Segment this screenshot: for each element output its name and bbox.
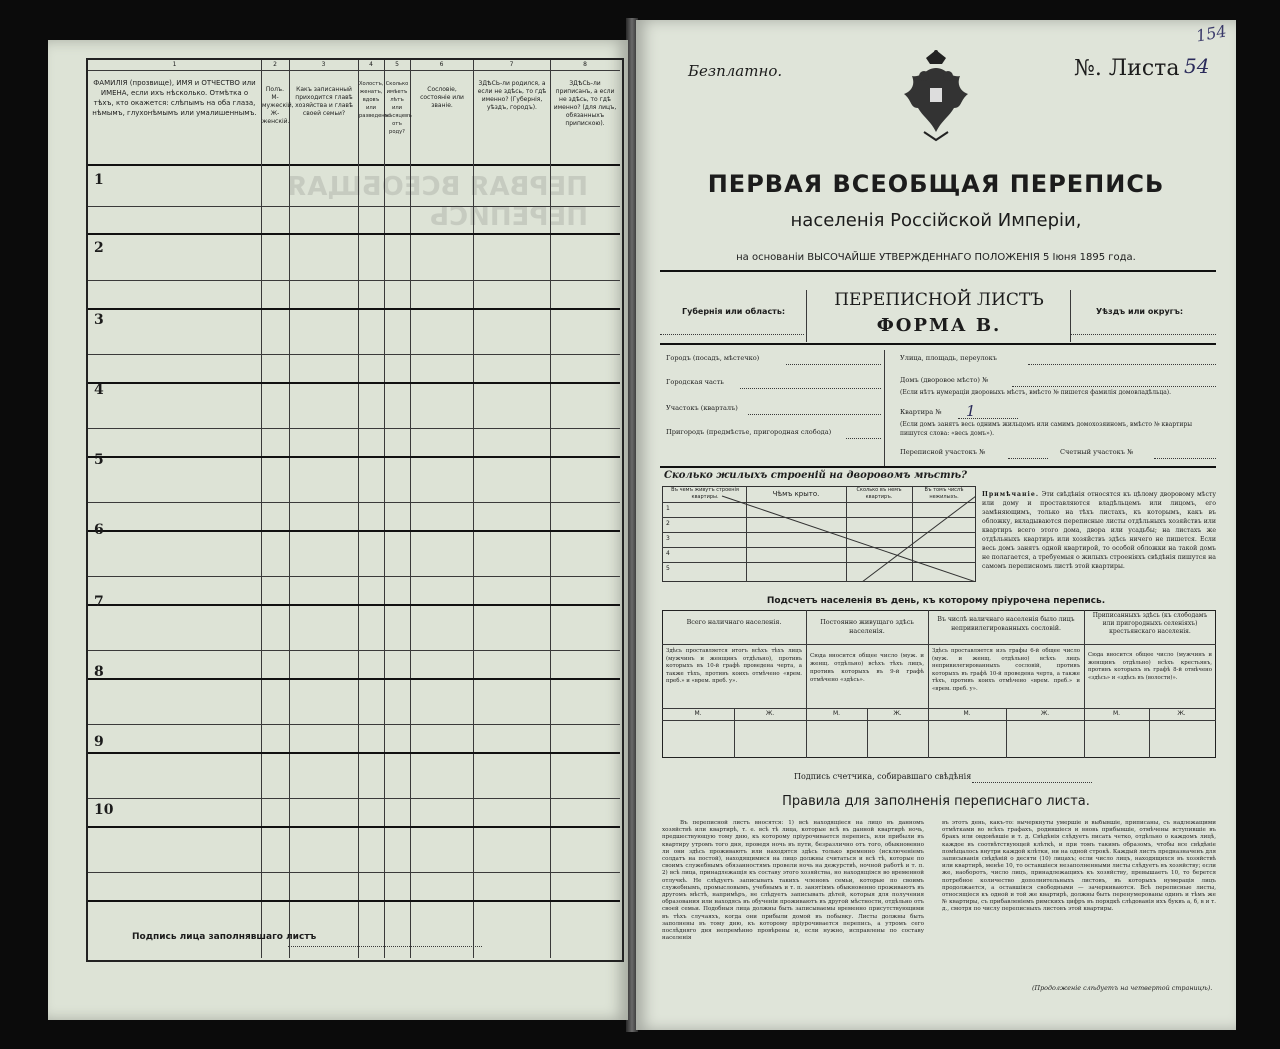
bleed-through: ПЕРВАЯ ВСЕОБЩАЯ ПЕРЕПИСЬ xyxy=(287,172,588,232)
col-number: 6 xyxy=(439,61,444,68)
tally-body-unprivileged: Здѣсь проставляется изъ графы 6-й общее число (муж. и женщ. отдѣльно) всѣхъ лицъ непривилегированныхъ сословій, противъ которыхъ въ графѣ 10-й проведена черта, а также тѣхъ, противъ коихъ отмѣчено «врем. преб.» и «врем. преб. у». xyxy=(932,648,1080,692)
col-number: 5 xyxy=(395,61,399,68)
header-marital: Холостъ, женатъ, вдовъ или разведенъ. xyxy=(359,81,390,119)
suburb-label: Пригородъ (предмѣстье, пригородная слобода) xyxy=(666,428,832,436)
tally-body-peasants: Сюда вносится общее число (мужчинъ и женщинъ отдѣльно) всѣхъ крестьянъ, противъ которыхъ въ графѣ 8-й отмѣчено «здѣсь» и «здѣсь въ (волости)». xyxy=(1088,652,1212,681)
enumerator-signature-label: Подпись счетчика, собиравшаго свѣдѣнія xyxy=(794,772,972,781)
sheet-number-label: №. Листа xyxy=(1074,56,1180,81)
bt-row-number: 4 xyxy=(666,550,670,557)
tally-m: М. xyxy=(832,710,841,717)
free-label: Безплатно. xyxy=(688,62,783,80)
header-estate: Сословіе, состояніе или званіе. xyxy=(420,86,464,109)
row-number: 1 xyxy=(94,172,104,188)
tally-body-total: Здѣсь проставляется итогъ всѣхъ тѣхъ лицъ (мужчинъ и женщинъ отдѣльно), противъ которыхъ въ 10-й графѣ проведена черта, а также тѣхъ, противъ коихъ отмѣчено «врем. преб.» и «врем. преб. у». xyxy=(666,648,802,685)
province-label: Губернія или область: xyxy=(682,307,786,316)
col-number: 3 xyxy=(321,61,326,68)
note-text: Эти свѣдѣнія относятся къ цѣлому дворовому мѣсту или дому и проставляются владѣльцемъ или лицомъ, его замѣняющимъ, только на тѣхъ листахъ, къ которымъ, какъ въ обложку, вкладываются переписные листы отдѣльныхъ хозяйствъ или квартиръ всего этого дома, двора или усадьбы; на листахъ же отдѣльныхъ квартиръ или хозяйствъ здѣсь ничего не пишется. Если весь домъ занятъ одной квартирой, то особой обложки на такой домъ не полагается, а требуемыя о жилыхъ строеніяхъ свѣдѣнія пишутся на самомъ переписномъ листѣ этой квартиры. xyxy=(982,491,1217,570)
census-area-label: Переписной участокъ № xyxy=(900,448,986,456)
col-number: 7 xyxy=(509,61,514,68)
header-relation: Какъ записанный приходится главѣ хозяйства и главѣ своей семьи? xyxy=(295,86,353,117)
apartment-value: 1 xyxy=(966,402,976,420)
house-label: Домъ (дворовое мѣсто) № xyxy=(900,376,989,384)
tally-header-total: Всего наличнаго населенія. xyxy=(686,618,782,626)
col-number: 2 xyxy=(273,61,277,68)
bt-header: Въ томъ числѣ нежилыхъ. xyxy=(924,487,964,500)
form-letter: ФОРМА В. xyxy=(876,315,1002,336)
house-note: (Если нѣтъ нумерацiи дворовыхъ мѣстъ, вмѣсто № пишется фамилія домовладѣльца). xyxy=(900,389,1172,396)
bt-header: Въ чемъ живутъ строенія квартиры. xyxy=(671,487,739,500)
tally-header-unprivileged: Въ числѣ наличнаго населенія было лицъ непривилегированныхъ сословій. xyxy=(937,616,1075,632)
census-basis: на основаніи ВЫСОЧАЙШЕ УТВЕРЖДЕННАГО ПОЛОЖЕНІЯ 5 Іюня 1895 года. xyxy=(736,252,1136,263)
row-number: 9 xyxy=(94,734,104,750)
rules-left-column: Въ переписной листъ вносятся: 1) всѣ находящiеся на лицо въ данномъ хозяйствѣ или квартирѣ, т. е. всѣ тѣ лица, которые всѣ въ данной квартирѣ ночь, предшествующую тому дню, къ которому пріурочивается перепись, или прибыли въ квартиру утромъ того дня, проведя ночь въ пути, безразлично отъ того, обыкновенно ли они здѣсь проживаютъ или находятся здѣсь только временно (исключеніемъ солдатъ на постой), находящимися на лицо должны считаться и всѣ тѣ, которые по своимъ служебнымъ обязанностямъ провели ночь на дежурствѣ, ночной работѣ и т. п. 2) всѣ лица, принадлежащія къ составу этого хозяйства, но находящіяся во временной отлучкѣ. Не слѣдуетъ записывать такихъ членовъ семьи, которые по своимъ служебнымъ, промысловымъ, учебнымъ и т. п. занятіямъ обыкновенно проживаютъ въ другомъ мѣстѣ, напримѣръ, не слѣдуетъ записывать дѣтей, которыя для получения образования или находясь въ обученіи проживаютъ въ другой мѣстности, отдѣльно отъ своей семьи. Подобныя лица должны быть записываемы временно присутствующими въ тѣхъ случаяхъ, когда они прибыли домой въ побывку. Листы должны быть заполнены въ тому дню, къ которому пріурочивается перепись, а утромъ сего послѣдняго дня непремѣнно провѣрены и, если нужно, исправлены по составу населенія xyxy=(662,820,924,942)
bt-row-number: 3 xyxy=(666,535,670,542)
tally-m: М. xyxy=(1112,710,1121,717)
signature-label: Подпись лица заполнявшаго листъ xyxy=(132,932,317,942)
row-number: 8 xyxy=(94,664,104,680)
street-label: Улица, площадь, переулокъ xyxy=(900,354,997,362)
town-label: Городъ (посадъ, мѣстечко) xyxy=(666,354,760,362)
tally-heading: Подсчетъ населенія въ день, къ которому пріурочена перепись. xyxy=(766,596,1106,606)
note-label: Примѣчаніе. xyxy=(982,491,1039,498)
rules-title: Правила для заполненія переписнаго листа. xyxy=(782,794,1090,809)
tally-header-permanent: Постоянно живущаго здѣсь населенія. xyxy=(820,618,914,636)
row-number: 6 xyxy=(94,522,104,538)
bt-row-number: 2 xyxy=(666,520,670,527)
tally-m: М. xyxy=(694,710,702,717)
coat-of-arms-icon xyxy=(902,48,970,142)
buildings-heading: Сколько жилыхъ строеній на дворовомъ мѣстѣ? xyxy=(664,470,967,481)
census-title: ПЕРВАЯ ВСЕОБЩАЯ ПЕРЕПИСЬ xyxy=(707,170,1165,198)
bt-row-number: 5 xyxy=(666,565,670,572)
form-title: ПЕРЕПИСНОЙ ЛИСТЪ xyxy=(834,290,1044,310)
continued-note: (Продолженіе слѣдуетъ на четвертой страницѣ). xyxy=(1032,984,1213,992)
sheet-number-value: 54 xyxy=(1184,54,1210,78)
corner-handwritten-number: 154 xyxy=(1194,21,1228,46)
tally-zh: Ж. xyxy=(893,710,902,717)
apartment-label: Квартира № xyxy=(900,408,942,416)
header-age: Сколько имѣетъ лѣтъ или мѣсяцевъ отъ роду? xyxy=(385,81,412,135)
col-number: 4 xyxy=(369,61,373,68)
tally-header-peasants: Приписанныхъ здѣсь (къ слободамъ или пригородныхъ селеніяхъ) крестьянскаго населенія. xyxy=(1092,612,1208,635)
row-number: 2 xyxy=(94,240,104,256)
bt-header: Чѣмъ крыто. xyxy=(772,490,820,498)
tally-zh: Ж. xyxy=(1177,710,1186,717)
apartment-note: (Если домъ занятъ весь однимъ жильцомъ или самимъ домохозяиномъ, вмѣсто № квартиры пишутся слова: «весь домъ»). xyxy=(900,421,1192,438)
row-number: 10 xyxy=(94,802,114,818)
row-number: 3 xyxy=(94,312,104,328)
tally-m: М. xyxy=(963,710,971,717)
census-subtitle: населенія Россійской Имперіи, xyxy=(790,210,1082,231)
bt-row-number: 1 xyxy=(666,505,670,512)
header-registration: ЗДѢСЬ-ли приписанъ, а если не здѣсь, то гдѣ именно? (для лицъ, обязанныхъ припискою). xyxy=(553,80,617,127)
row-number: 7 xyxy=(94,594,104,610)
header-name: ФАМИЛІЯ (прозвище), ИМЯ и ОТЧЕСТВО или ИМЕНА, если ихъ нѣсколько. Отмѣтка о тѣхъ, кто окажется: слѣпымъ на оба глаза, нѣмымъ, глухонѣмымъ или умалишеннымъ. xyxy=(92,79,257,117)
header-sex: Полъ. М-мужескій, Ж-женскій. xyxy=(262,86,294,125)
tally-zh: Ж. xyxy=(765,710,775,717)
left-page xyxy=(48,40,628,1020)
district-label: Уѣздъ или округъ: xyxy=(1096,307,1184,316)
row-number: 4 xyxy=(94,382,104,398)
right-page xyxy=(636,20,1236,1030)
bt-header: Сколько въ немъ квартиръ. xyxy=(856,487,902,500)
count-area-label: Счетный участокъ № xyxy=(1060,448,1134,456)
row-number: 5 xyxy=(94,452,104,468)
rules-right-column: въ этотъ день, какъ-то: вычеркнуты умершіе и выбывшіе, приписаны, съ надлежащими отмѣтками во всѣхъ графахъ, родившіеся и вновь прибывшіе, отмѣчены вступившіе въ бракъ или овдовѣвшіе и т. д. Свѣдѣнія слѣдуетъ писать четко, отдѣльно о каждомъ лицѣ, каждое въ соотвѣтствующей клѣткѣ, и при томъ такимъ образомъ, чтобы все свѣдѣніе помѣщалось внутри каждой клѣтки, ни на одной строкѣ. Каждый листъ предназначенъ для записыванія свѣдѣній о десяти (10) лицахъ; если число лицъ, находящихся въ хозяйствѣ или квартирѣ, менѣе 10, то оставшіеся незаполненными листы слѣдуетъ въ хозяйству; если же, наоборотъ, число лицъ, принадлежащихъ къ хозяйству, превышаетъ 10, то берется потребное количество дополнительныхъ листовъ, въ которыхъ нумерація лицъ продолжается, а оставшіяся свободными — зачеркиваются. Всѣ переписные листы, относящіеся къ одной и той же квартирѣ, должны быть перенумерованы одинъ и тѣмъ же № квартиры, съ прибавленіемъ римскихъ цифръ въ порядкѣ слѣдованія ихъ буквъ а, б, в и т. д., смотря по числу переписныхъ листовъ этой квартиры. xyxy=(942,820,1216,913)
header-birthplace: ЗДѢСЬ-ли родился, а если не здѣсь, то гдѣ именно? (Губернія, уѣздъ, городъ). xyxy=(477,80,547,111)
col-number: 1 xyxy=(172,61,177,68)
tally-body-permanent: Сюда вносится общее число (муж. и женщ. отдѣльно) всѣхъ тѣхъ лицъ, противъ которыхъ въ 9-й графѣ отмѣчено «здѣсь». xyxy=(810,653,924,683)
buildings-note xyxy=(982,490,1216,571)
tally-zh: Ж. xyxy=(1040,710,1050,717)
town-part-label: Городская часть xyxy=(666,378,724,386)
quarter-label: Участокъ (кварталъ) xyxy=(666,404,738,412)
col-number: 8 xyxy=(583,61,587,68)
